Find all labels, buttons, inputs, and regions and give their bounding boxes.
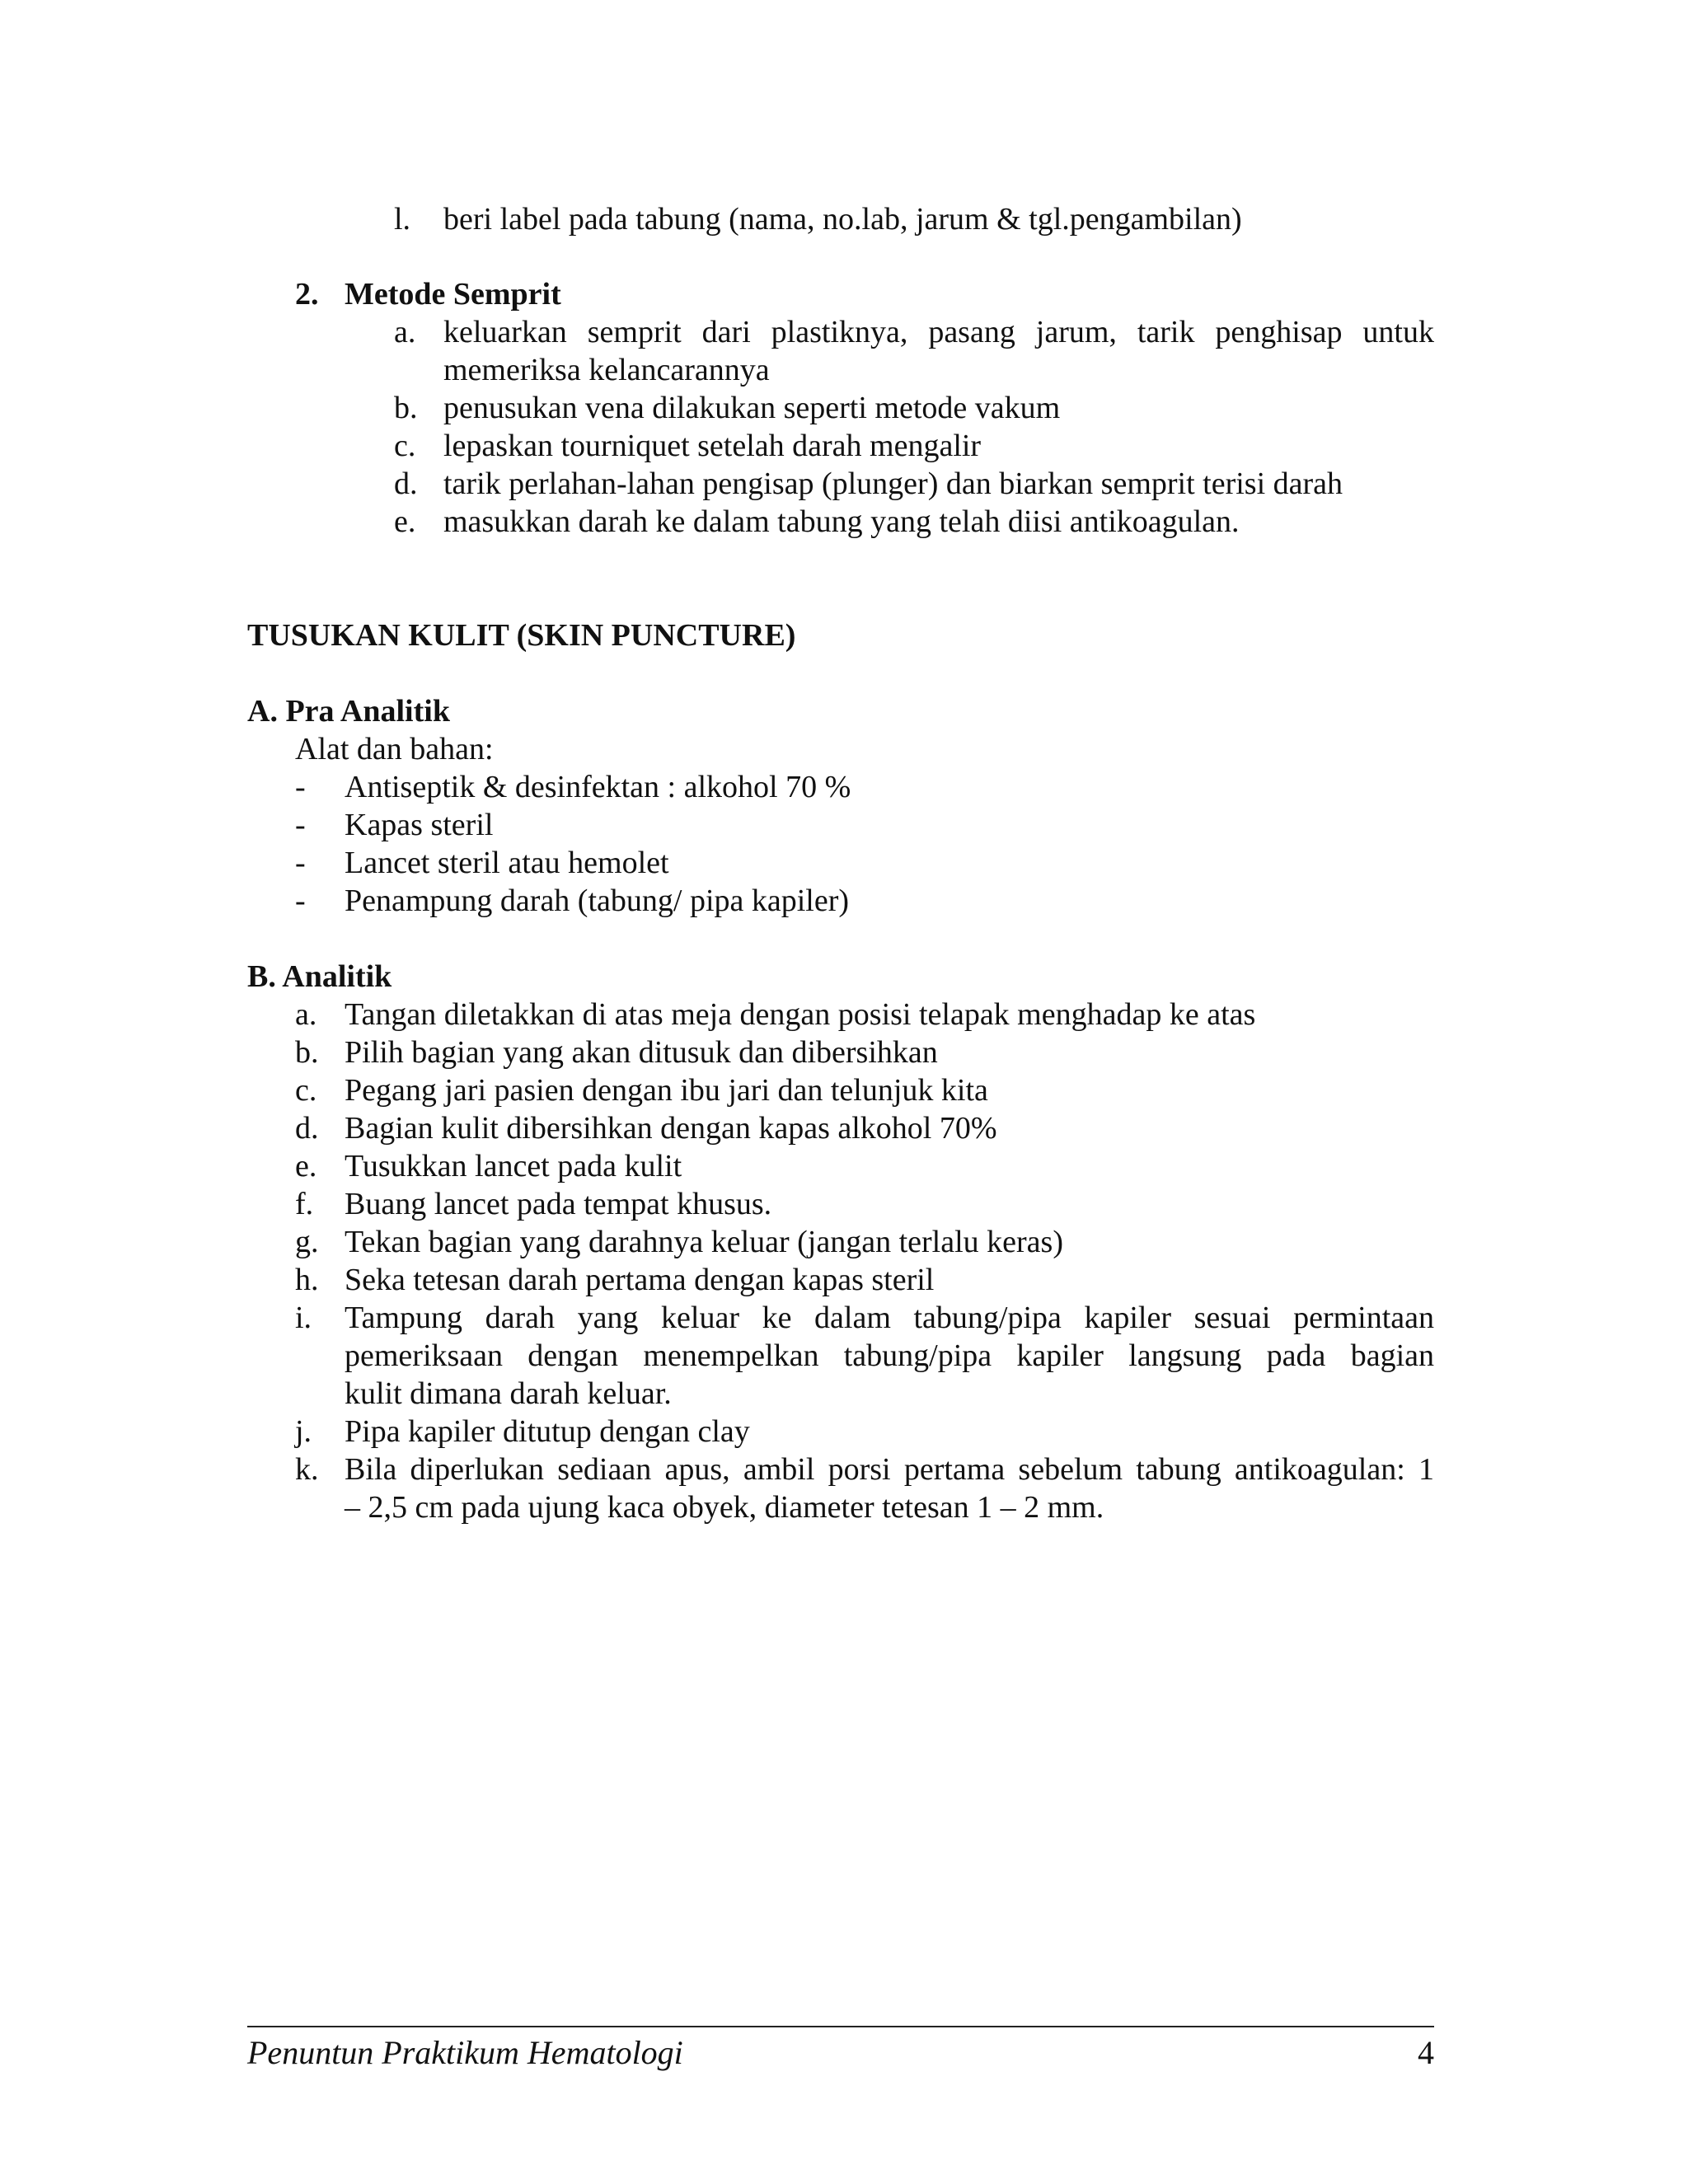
list-marker: e. <box>295 1149 317 1183</box>
list-item-text-continued: pemeriksaan dengan menempelkan tabung/pipa kapiler langsung pada bagian <box>345 1338 1434 1373</box>
intro-text: Alat dan bahan: <box>295 732 494 766</box>
section-title: TUSUKAN KULIT (SKIN PUNCTURE) <box>247 618 796 653</box>
list-marker: b. <box>295 1035 319 1070</box>
list-item-text: Pipa kapiler ditutup dengan clay <box>345 1414 750 1449</box>
list-item-text: Seka tetesan darah pertama dengan kapas steril <box>345 1263 935 1297</box>
subsection-heading: A. Pra Analitik <box>247 694 450 729</box>
list-item-text: masukkan darah ke dalam tabung yang telah diisi antikoagulan. <box>443 504 1240 539</box>
page-number: 4 <box>1418 2034 1434 2071</box>
list-marker: a. <box>295 997 317 1032</box>
list-item-text-continued: kulit dimana darah keluar. <box>345 1376 672 1411</box>
list-item-text: penusukan vena dilakukan seperti metode vakum <box>443 391 1061 425</box>
bullet-item-text: Lancet steril atau hemolet <box>345 846 669 880</box>
list-item-text: Tusukkan lancet pada kulit <box>345 1149 682 1183</box>
list-marker: d. <box>295 1111 319 1146</box>
list-marker: l. <box>394 202 411 237</box>
bullet-item-text: Antiseptik & desinfektan : alkohol 70 % <box>345 770 851 804</box>
footer-rule <box>247 2026 1434 2027</box>
section-heading: Metode Semprit <box>345 277 561 312</box>
list-marker: c. <box>394 429 416 463</box>
bullet-item-text: Kapas steril <box>345 808 494 842</box>
subsection-heading: B. Analitik <box>247 959 392 994</box>
list-marker: h. <box>295 1263 319 1297</box>
list-marker: k. <box>295 1452 319 1487</box>
list-marker: b. <box>394 391 418 425</box>
list-marker: a. <box>394 315 416 349</box>
list-marker: f. <box>295 1187 314 1221</box>
list-item-text: Bagian kulit dibersihkan dengan kapas alkohol 70% <box>345 1111 997 1146</box>
list-marker: d. <box>394 466 418 501</box>
section-number: 2. <box>295 277 319 312</box>
list-item-text: lepaskan tourniquet setelah darah mengalir <box>443 429 982 463</box>
bullet-dash: - <box>295 846 306 880</box>
bullet-dash: - <box>295 883 306 918</box>
list-item-text: Buang lancet pada tempat khusus. <box>345 1187 772 1221</box>
list-item-text: Tekan bagian yang darahnya keluar (jangan terlalu keras) <box>345 1225 1063 1259</box>
list-marker: i. <box>295 1301 312 1335</box>
list-marker: g. <box>295 1225 319 1259</box>
list-item-text-continued: – 2,5 cm pada ujung kaca obyek, diameter tetesan 1 – 2 mm. <box>345 1490 1104 1525</box>
bullet-item-text: Penampung darah (tabung/ pipa kapiler) <box>345 883 850 918</box>
list-item-text: Pegang jari pasien dengan ibu jari dan telunjuk kita <box>345 1073 988 1108</box>
list-marker: c. <box>295 1073 317 1108</box>
list-item-text: beri label pada tabung (nama, no.lab, jarum & tgl.pengambilan) <box>443 202 1242 237</box>
list-item-text: Tampung darah yang keluar ke dalam tabung/pipa kapiler sesuai permintaan <box>345 1301 1434 1335</box>
list-item-text: Bila diperlukan sediaan apus, ambil porsi pertama sebelum tabung antikoagulan: 1 <box>345 1452 1434 1487</box>
list-item-text: Tangan diletakkan di atas meja dengan posisi telapak menghadap ke atas <box>345 997 1256 1032</box>
list-marker: j. <box>295 1414 312 1449</box>
bullet-dash: - <box>295 770 306 804</box>
bullet-dash: - <box>295 808 306 842</box>
list-marker: e. <box>394 504 416 539</box>
list-item-text: keluarkan semprit dari plastiknya, pasang jarum, tarik penghisap untuk <box>443 315 1434 349</box>
list-item-text: tarik perlahan-lahan pengisap (plunger) dan biarkan semprit terisi darah <box>443 466 1343 501</box>
list-item-text: Pilih bagian yang akan ditusuk dan dibersihkan <box>345 1035 938 1070</box>
list-item-text-continued: memeriksa kelancarannya <box>443 353 770 387</box>
footer-title: Penuntun Praktikum Hematologi <box>247 2034 683 2071</box>
